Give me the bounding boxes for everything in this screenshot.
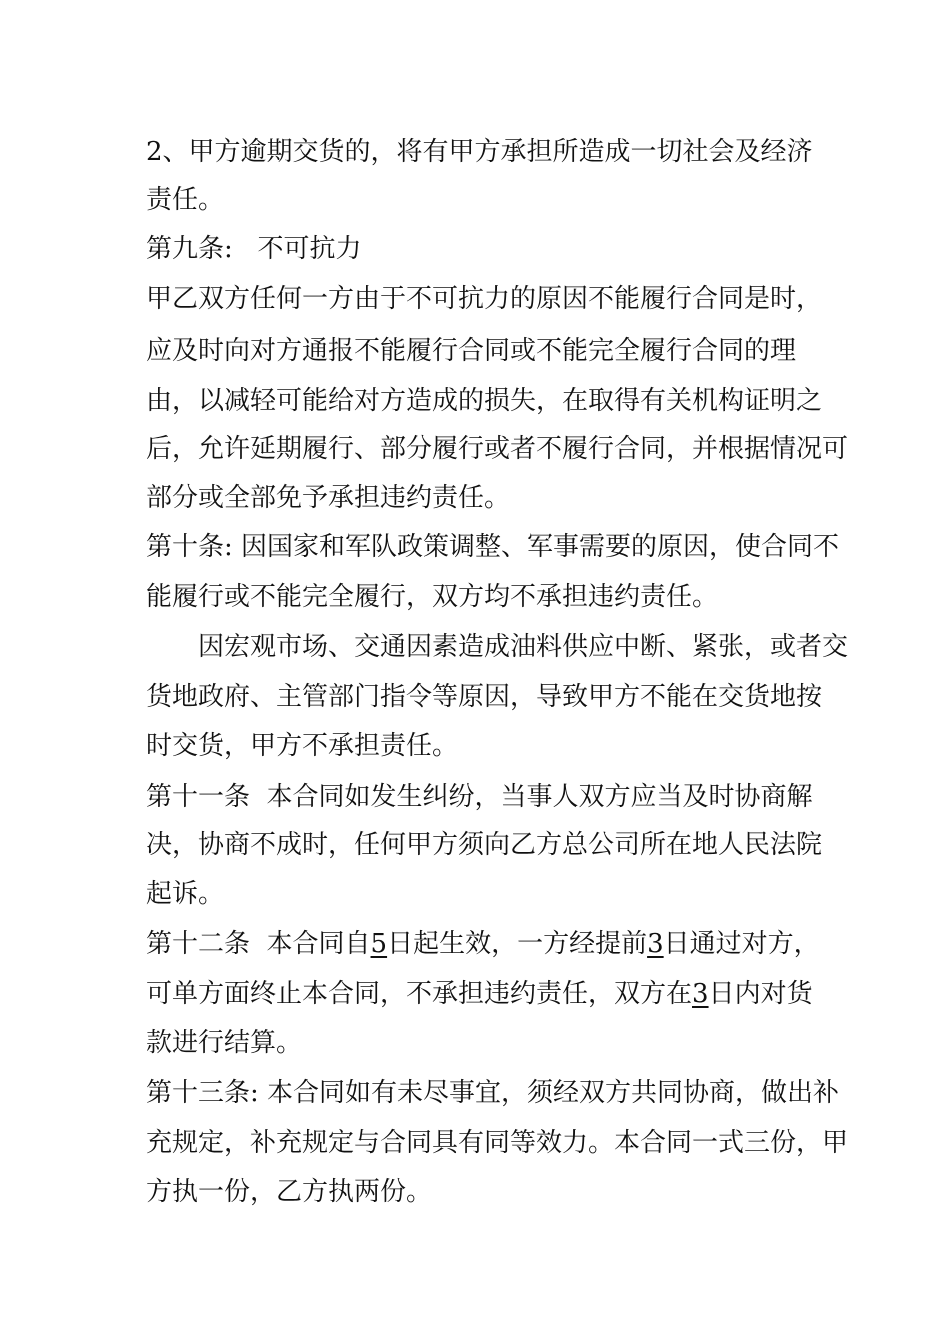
text-line: 第十一条 本合同如发生纠纷，当事人双方应当及时协商解 [146, 782, 813, 812]
text-line: 应及时向对方通报不能履行合同或不能完全履行合同的理 [146, 336, 797, 366]
text-line: 能履行或不能完全履行，双方均不承担违约责任。 [146, 582, 719, 612]
text-line: 由，以减轻可能给对方造成的损失，在取得有关机构证明之 [146, 386, 823, 416]
text-segment: 日通过对方， [663, 929, 820, 959]
text-line: 方执一份，乙方执两份。 [146, 1177, 433, 1207]
text-line: 决，协商不成时，任何甲方须向乙方总公司所在地人民法院 [146, 830, 823, 860]
text-line: 部分或全部免予承担违约责任。 [146, 483, 511, 513]
text-line: 后，允许延期履行、部分履行或者不履行合同，并根据情况可 [146, 434, 849, 464]
underlined-days-value: 3 [647, 929, 664, 959]
text-line: 甲乙双方任何一方由于不可抗力的原因不能履行合同是时， [146, 284, 823, 314]
clause-12-line-3: 款进行结算。 [146, 1028, 303, 1058]
text-segment: 可单方面终止本合同，不承担违约责任，双方在 [146, 979, 693, 1009]
text-line: 2、甲方逾期交货的，将有甲方承担所造成一切社会及经济 [146, 137, 813, 167]
clause-12-line-1 [146, 927, 826, 961]
text-segment: 日起生效，一方经提前 [387, 929, 648, 959]
text-line: 货地政府、主管部门指令等原因，导致甲方不能在交货地按 [146, 682, 823, 712]
text-line: 充规定，补充规定与合同具有同等效力。本合同一式三份，甲 [146, 1128, 849, 1158]
underlined-days-value: 5 [370, 929, 388, 959]
clause-12-line-2 [146, 977, 826, 1011]
text-line: 第十三条: 本合同如有未尽事宜，须经双方共同协商，做出补 [146, 1078, 840, 1108]
text-line: 第十条: 因国家和军队政策调整、军事需要的原因，使合同不 [146, 532, 840, 562]
text-line: 责任。 [146, 185, 225, 215]
underlined-days-value: 3 [692, 979, 709, 1009]
text-line: 起诉。 [146, 879, 225, 909]
text-segment: 日内对货 [708, 979, 813, 1009]
text-segment: 第十二条 本合同自 [146, 929, 371, 959]
clause-heading: 第九条: 不可抗力 [146, 234, 362, 264]
text-line: 时交货，甲方不承担责任。 [146, 731, 459, 761]
text-line-indented: 因宏观市场、交通因素造成油料供应中断、紧张，或者交 [198, 632, 849, 662]
